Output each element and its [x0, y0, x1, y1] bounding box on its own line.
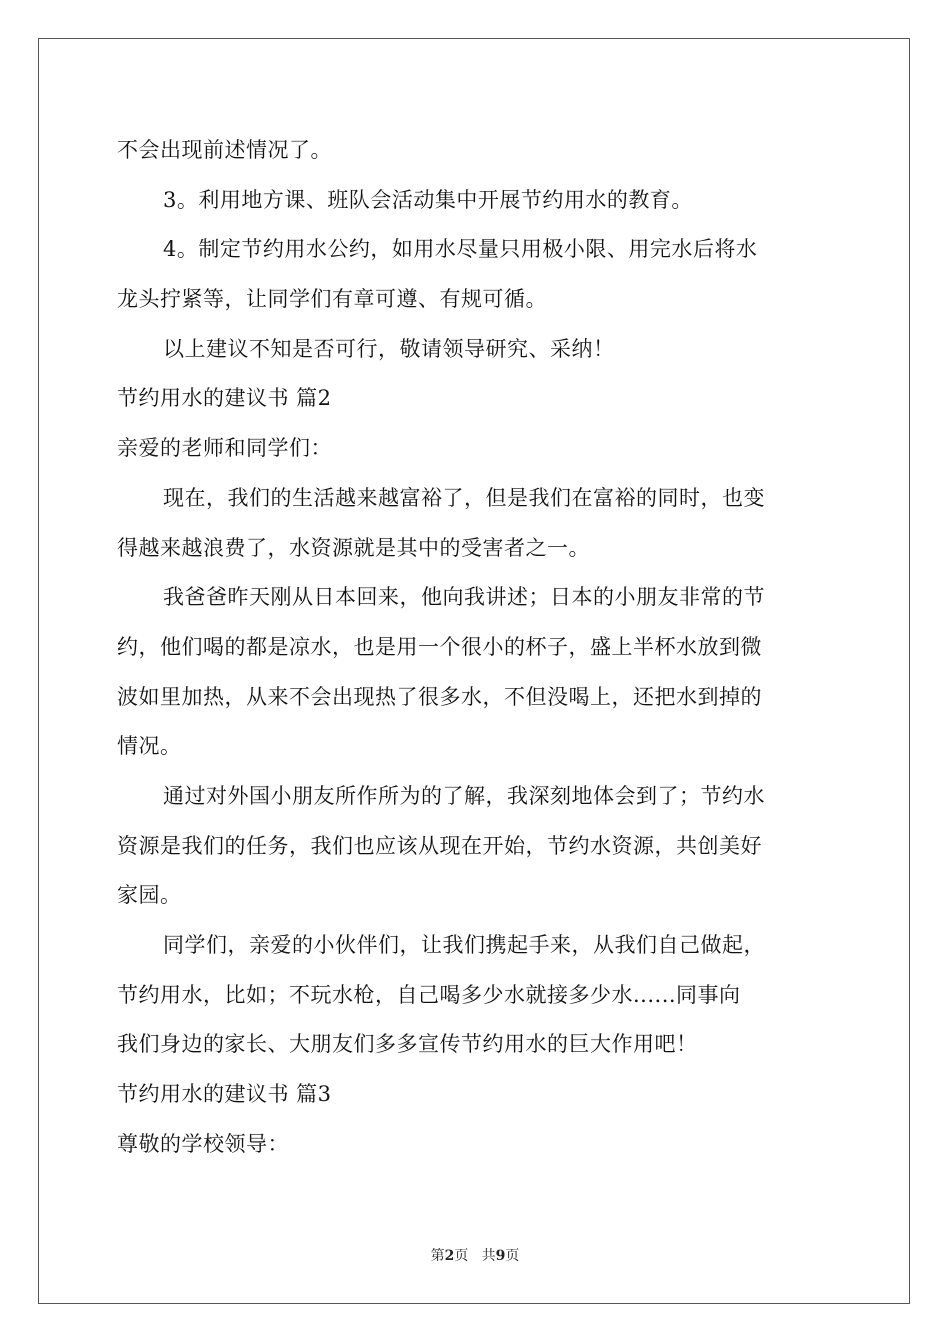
- text-line-9: 得越来越浪费了，水资源就是其中的受害者之一。: [117, 535, 590, 560]
- section-heading-2: 节约用水的建议书 篇2: [117, 386, 332, 411]
- text-line-19: 我们身边的家长、大朋友们多多宣传节约用水的巨大作用吧！: [117, 1032, 698, 1057]
- footer-page-suffix: 页: [454, 1248, 469, 1264]
- footer-prefix: 第: [430, 1248, 445, 1264]
- footer-total-prefix: 共: [481, 1248, 496, 1264]
- footer-total-suffix: 页: [505, 1248, 520, 1264]
- text-line-14: 通过对外国小朋友所作所为的了解，我深刻地体会到了；节约水: [163, 783, 765, 808]
- salutation-3: 尊敬的学校领导：: [117, 1131, 289, 1156]
- text-line-2: 3。利用地方课、班队会活动集中开展节约用水的教育。: [163, 187, 693, 212]
- text-line-3: 4。制定节约用水公约，如用水尽量只用极小限、用完水后将水: [163, 237, 758, 262]
- salutation-2: 亲爱的老师和同学们：: [117, 436, 332, 461]
- document-body: [117, 126, 837, 1169]
- page-footer: [0, 1246, 950, 1266]
- text-line-4: 龙头拧紧等，让同学们有章可遵、有规可循。: [117, 287, 547, 312]
- text-line-18: 节约用水，比如；不玩水枪，自己喝多少水就接多少水......同事向: [117, 982, 741, 1007]
- footer-total-pages: 9: [495, 1248, 506, 1264]
- text-line-11: 约，他们喝的都是凉水，也是用一个很小的杯子，盛上半杯水放到微: [117, 634, 762, 659]
- section-heading-3: 节约用水的建议书 篇3: [117, 1082, 332, 1107]
- text-line-8: 现在，我们的生活越来越富裕了，但是我们在富裕的同时，也变: [163, 485, 765, 510]
- text-line-15: 资源是我们的任务，我们也应该从现在开始，节约水资源，共创美好: [117, 833, 762, 858]
- text-line-5: 以上建议不知是否可行，敬请领导研究、采纳！: [163, 336, 615, 361]
- text-line-16: 家园。: [117, 883, 182, 908]
- footer-page-number: 2: [444, 1248, 455, 1264]
- text-line-1: 不会出现前述情况了。: [117, 138, 332, 162]
- text-line-10: 我爸爸昨天刚从日本回来，他向我讲述；日本的小朋友非常的节: [163, 585, 765, 610]
- text-line-17: 同学们，亲爱的小伙伴们，让我们携起手来，从我们自己做起，: [163, 933, 765, 957]
- text-line-13: 情况。: [117, 734, 182, 759]
- text-line-12: 波如里加热，从来不会出现热了很多水，不但没喝上，还把水到掉的: [117, 684, 762, 709]
